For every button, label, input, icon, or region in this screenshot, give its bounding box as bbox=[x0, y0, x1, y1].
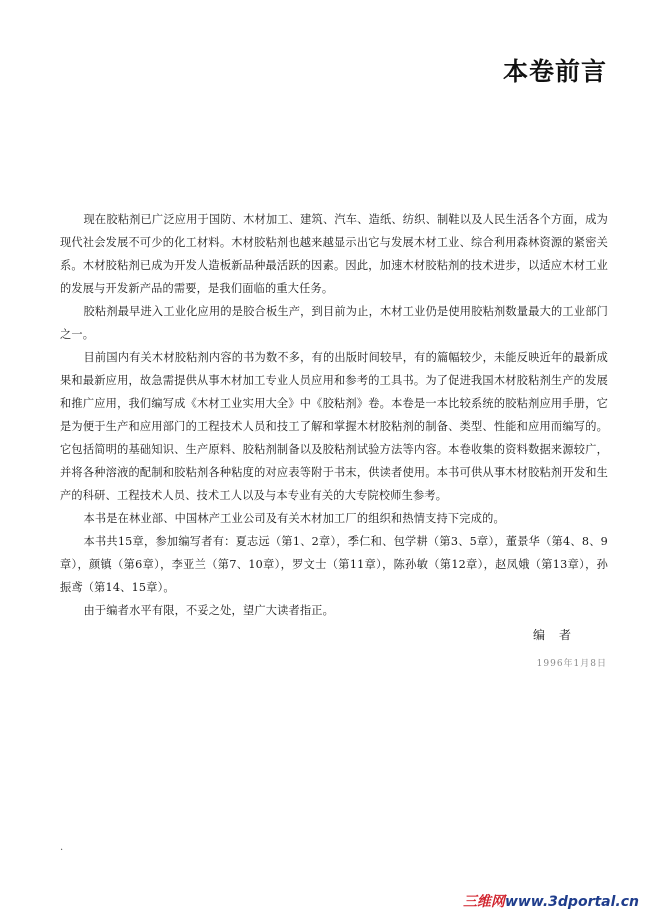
editor-signature: 编者 bbox=[532, 628, 585, 642]
watermark-url: www.3dportal.cn bbox=[504, 894, 639, 910]
paragraph-4: 本书是在林业部、中国林产工业公司及有关木材加工厂的组织和热情支持下完成的。 bbox=[83, 512, 505, 525]
paragraph-3: 目前国内有关木材胶粘剂内容的书为数不多，有的出版时间较早，有的篇幅较少，未能反映近年的最新成果和最新应用，故急需提供从事木材加工专业人员应用和参考的工具书。为了促进我国木材胶粘剂生产的发展和推广应用，我们编写成《木材工业实用大全》中《胶粘剂》卷。本卷是一本比较系统的胶粘剂应用手册，它是为便于生产和应用部门的工程技术人员和技工了解和掌握木材胶粘剂的制备、类型、性能和应用而编写的。它包括简明的基础知识、生产原料、胶粘剂制备以及胶粘剂试验方法等内容。本卷收集的资料数据来源较广，并将各种溶液的配制和胶粘剂各种粘度的对应表等附于书末，供读者使用。本书可供从事木材胶粘剂开发和生产的科研、工程技术人员、技术工人以及与本专业有关的大专院校师生参考。 bbox=[60, 351, 608, 502]
preface-date: 1996年1月8日 bbox=[536, 659, 607, 669]
site-watermark bbox=[463, 891, 639, 911]
paragraph-1: 现在胶粘剂已广泛应用于国防、木材加工、建筑、汽车、造纸、纺织、制鞋以及人民生活各个方面，成为现代社会发展不可少的化工材料。木材胶粘剂也越来越显示出它与发展木材工业、综合利用森林资源的紧密关系。木材胶粘剂已成为开发人造板新品种最活跃的因素。因此，加速木材胶粘剂的技术进步，以适应木材工业的发展与开发新产品的需要，是我们面临的重大任务。 bbox=[60, 213, 608, 295]
stray-mark: . bbox=[60, 842, 64, 853]
paragraph-6: 由于编者水平有限，不妥之处，望广大读者指正。 bbox=[83, 604, 335, 617]
preface-body bbox=[60, 208, 608, 622]
watermark-chinese: 三维网 bbox=[462, 894, 505, 910]
page-title: 本卷前言 bbox=[502, 57, 607, 86]
paragraph-2: 胶粘剂最早进入工业化应用的是胶合板生产，到目前为止，木材工业仍是使用胶粘剂数量最大的工业部门之一。 bbox=[60, 305, 608, 341]
paragraph-5: 本书共15章，参加编写者有：夏志远（第1、2章），季仁和、包学耕（第3、5章），董景华（第4、8、9章），颜镇（第6章），李亚兰（第7、10章），罗文士（第11章），陈孙敏（第12章），赵凤娥（第13章），孙振鸢（第14、15章）。 bbox=[60, 535, 608, 594]
